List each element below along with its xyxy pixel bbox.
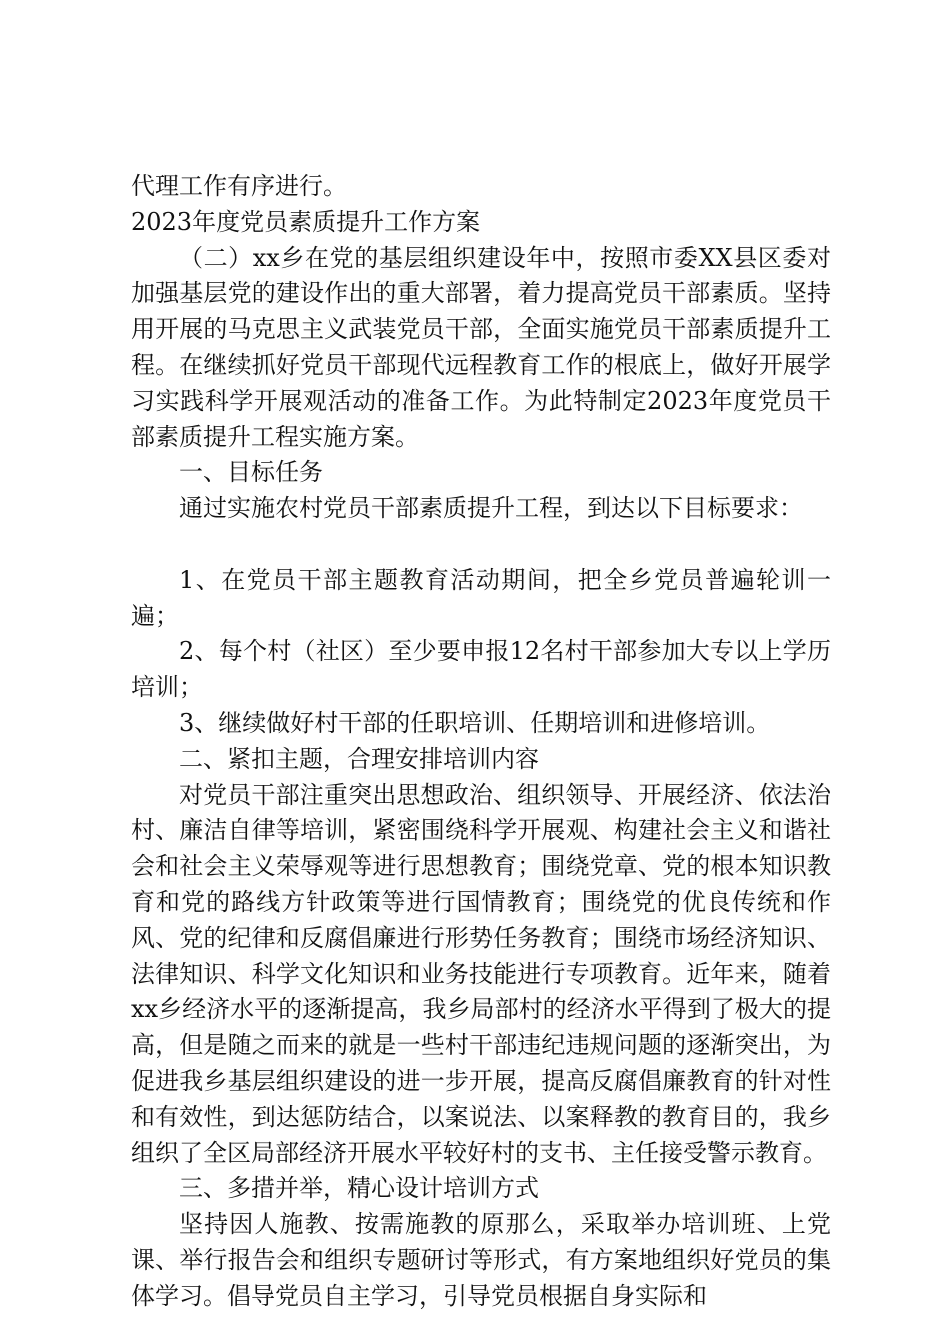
paragraph-training-methods: 坚持因人施教、按需施教的原那么，采取举办培训班、上党课、举行报告会和组织专题研讨等形式，有方案地组织好党员的集体学习。倡导党员自主学习，引导党员根据自身实际和 bbox=[131, 1210, 831, 1310]
paragraph-training-content: 对党员干部注重突出思想政治、组织领导、开展经济、依法治村、廉洁自律等培训，紧密围绕科学开展观、构建社会主义和谐社会和社会主义荣辱观等进行思想教育；围绕党章、党的根本知识教育和党的路线方针政策等进行国情教育；围绕党的优良传统和作风、党的纪律和反腐倡廉进行形势任务教育；围绕市场经济知识、法律知识、科学文化知识和业务技能进行专项教育。近年来，随着xx乡经济水平的逐渐提高，我乡局部村的经济水平得到了极大的提高，但是随之而来的就是一些村干部违纪违规问题的逐渐突出，为促进我乡基层组织建设的进一步开展，提高反腐倡廉教育的针对性和有效性，到达惩防结合，以案说法、以案释教的教育目的，我乡组织了全区局部经济开展水平较好村的支书、主任接受警示教育。 bbox=[131, 780, 831, 1167]
list-item-goal-3: 3、继续做好村干部的任职培训、任期培训和进修培训。 bbox=[179, 708, 771, 737]
paragraph-goals-intro: 通过实施农村党员干部素质提升工程，到达以下目标要求： bbox=[179, 494, 803, 523]
list-item-goal-2: 2、每个村（社区）至少要申报12名村干部参加大专以上学历培训； bbox=[131, 637, 831, 702]
section-heading-3: 三、多措并举，精心设计培训方式 bbox=[179, 1174, 539, 1203]
document-title: 2023年度党员素质提升工作方案 bbox=[131, 207, 481, 236]
list-item-goal-1: 1、在党员干部主题教育活动期间，把全乡党员普遍轮训一遍； bbox=[131, 565, 831, 630]
document-body bbox=[131, 169, 831, 1315]
blank-line bbox=[131, 527, 831, 563]
paragraph-intro: （二）xx乡在党的基层组织建设年中，按照市委XX县区委对加强基层党的建设作出的重大部署，着力提高党员干部素质。坚持用开展的马克思主义武装党员干部，全面实施党员干部素质提升工程。在继续抓好党员干部现代远程教育工作的根底上，做好开展学习实践科学开展观活动的准备工作。为此特制定2023年度党员干部素质提升工程实施方案。 bbox=[131, 243, 831, 451]
section-heading-1: 一、目标任务 bbox=[179, 458, 323, 487]
section-heading-2: 二、紧扣主题，合理安排培训内容 bbox=[179, 744, 539, 773]
paragraph-continuation: 代理工作有序进行。 bbox=[131, 172, 347, 200]
